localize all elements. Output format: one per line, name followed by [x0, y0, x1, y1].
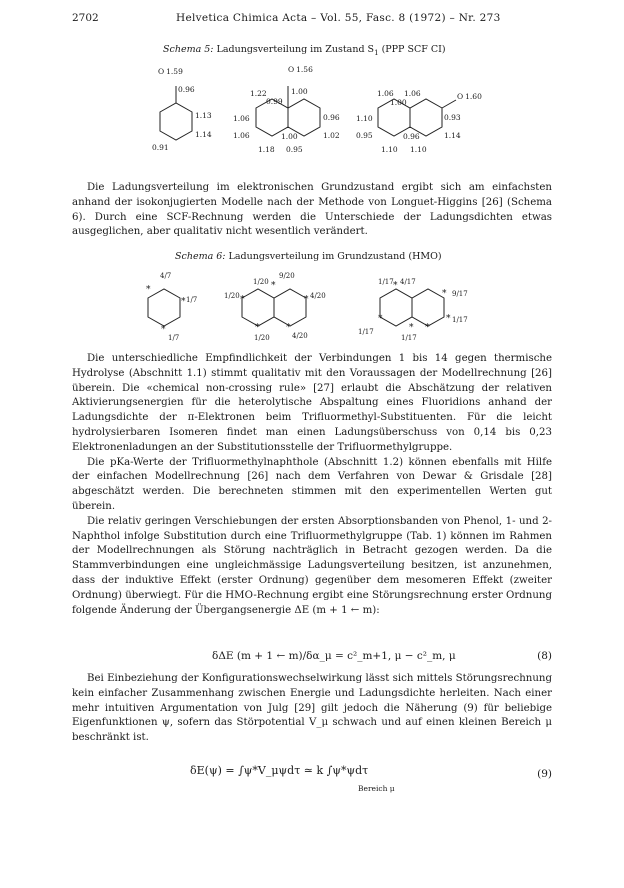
equation-8: δΔE (m + 1 ← m)/δα_μ = c²_m+1, μ − c²_m, μ	[212, 650, 456, 662]
paragraph-4: Die relativ geringen Verschiebungen der ersten Absorptionsbanden von Phenol, 1- und 2-Naphthol infolge Substitution durch eine Trifluormethylgruppe (Tab. 1) können im Rahmen der Modellrechnungen als Störung nachträglich in Betracht gezogen werden. Da die Stammverbindungen eine ungleichmässige Ladungsverteilung besitzen, ist anzunehmen, dass der induktive Effekt (erster Ordnung) gegenüber dem mesomeren Effekt (zweiter Ordnung) überwiegt. Für die HMO-Rechnung ergibt eine Störungsrechnung erster Ordnung folgende Änderung der Übergangsenergie ΔE (m + 1 ← m):	[72, 515, 552, 616]
schema5-method: (PPP SCF CI)	[381, 44, 446, 55]
s5-m3-e: 0.93	[444, 113, 461, 122]
s5-m3-o: O 1.60	[457, 92, 482, 101]
schema6-mol1-ring	[148, 289, 180, 326]
s5-m2-b: 0.99	[266, 97, 283, 106]
svg-text:*: *	[181, 297, 186, 307]
s6-m2-a: 1/20	[253, 278, 269, 286]
s6-m2-e: 1/20	[254, 334, 270, 342]
s5-m3-a: 1.06	[377, 89, 394, 98]
s5-m2-j: 0.95	[286, 145, 303, 154]
schema6-mol2-ring	[242, 289, 306, 326]
s5-m1-a: 0.96	[178, 85, 195, 94]
paragraph-2: Die unterschiedliche Empfindlichkeit der Verbindungen 1 bis 14 gegen thermische Hydrolyse (Abschnitt 1.1) stimmt qualitativ mit den Voraussagen der Modellrechnung [26] überein. Die «chemical non-crossing rule» [27] erlaubt die Abschätzung der relativen Aktivierungsenergien für die heterolytische Abspaltung eines Fluoridions anhand der Ladungsdichte der π-Elektronen beim Trifluormethyl-Substituenten. Für die leicht hydrolysierbaren Isomeren findet man einen Ladungsüberschuss von 0,14 bis 0,23 Elektronenladungen an der Substitutionsstelle der Trifluormethylgruppe.	[72, 353, 552, 453]
svg-text:*: *	[446, 314, 451, 324]
svg-text:*: *	[304, 295, 309, 305]
schema6-caption-text: Ladungsverteilung im Grundzustand (HMO)	[228, 251, 442, 262]
s5-m3-d: 1.10	[356, 114, 373, 123]
equation-9: δE(ψ) = ∫ψ*V_μψdτ ≃ k ∫ψ*ψdτ	[190, 764, 369, 777]
svg-text:*: *	[286, 323, 291, 333]
equation-9-subscript: Bereich μ	[358, 784, 395, 793]
s6-m2-c: 1/20	[224, 292, 240, 300]
schema6-label: Schema 6:	[175, 251, 226, 262]
s5-m3-i: 1.10	[381, 145, 398, 154]
s6-m1-b: 1/7	[186, 296, 198, 304]
s6-m2-b: 9/20	[279, 272, 295, 280]
schema5-mol1-ring	[160, 103, 192, 140]
paragraph-3: Die pKa-Werte der Trifluormethylnaphthole (Abschnitt 1.2) können ebenfalls mit Hilfe der einfachen Modellrechnung [26] nach dem Verfahren von Dewar & Grisdale [28] abgeschätzt werden. Die berechneten stimmen mit den experimentellen Werten gut überein.	[72, 456, 552, 512]
schema5-sub: 1	[374, 48, 379, 57]
s5-m1-o: O 1.59	[158, 67, 183, 76]
page-number: 2702	[72, 12, 99, 24]
svg-text:*: *	[425, 323, 430, 333]
s5-m2-a: 1.22	[250, 89, 267, 98]
svg-text:*: *	[255, 323, 260, 333]
svg-text:*: *	[393, 281, 398, 291]
s5-m1-d: 0.91	[152, 143, 169, 152]
schema5-structures	[0, 60, 624, 180]
running-title: Helvetica Chimica Acta – Vol. 55, Fasc. 8 (1972) – Nr. 273	[176, 12, 501, 24]
s6-m3-c: 9/17	[452, 290, 468, 298]
s5-m2-d: 1.06	[233, 114, 250, 123]
svg-text:*: *	[442, 289, 447, 299]
s6-m3-a: 1/17	[378, 278, 394, 286]
s5-m3-f: 0.95	[356, 131, 373, 140]
paragraph-ladungsverteilung	[72, 181, 552, 240]
s5-m2-f: 1.06	[233, 131, 250, 140]
equation-9-number: (9)	[537, 768, 552, 780]
s6-m3-e: 1/17	[401, 334, 417, 342]
s5-m2-i: 1.18	[258, 145, 275, 154]
s6-m3-b: 4/17	[400, 278, 416, 286]
s5-m2-h: 1.02	[323, 131, 340, 140]
s5-m3-b: 1.06	[404, 89, 421, 98]
paragraph-block-2	[72, 352, 552, 618]
schema5-mol3-ring	[378, 99, 442, 136]
svg-text:*: *	[271, 281, 276, 291]
svg-text:*: *	[409, 323, 414, 333]
s5-m2-g: 1.00	[281, 132, 298, 141]
s6-m2-f: 4/20	[292, 332, 308, 340]
paragraph-1: Die Ladungsverteilung im elektronischen Grundzustand ergibt sich am einfachsten anhand der isokonjugierten Modelle nach der Methode von Longuet-Higgins [26] (Schema 6). Durch eine SCF-Rechnung werden die Unterschiede der Ladungsdichten etwas ausgeglichen, aber qualitativ nicht wesentlich verändert.	[72, 182, 552, 238]
schema5-caption	[163, 44, 446, 57]
s5-m3-h: 1.14	[444, 131, 461, 140]
schema5-label: Schema 5:	[163, 44, 214, 55]
s6-m3-f: 1/17	[452, 316, 468, 324]
s5-m2-c: 1.00	[291, 87, 308, 96]
schema5-caption-text: Ladungsverteilung im Zustand S	[216, 44, 375, 55]
equation-8-number: (8)	[537, 650, 552, 662]
s5-m2-e: 0.96	[323, 113, 340, 122]
paragraph-block-3	[72, 672, 552, 746]
schema6-structures	[0, 268, 624, 358]
schema6-caption	[175, 251, 442, 262]
s5-m3-g: 0.96	[403, 132, 420, 141]
s5-m3-c: 1.00	[390, 98, 407, 107]
s5-m1-c: 1.14	[195, 130, 212, 139]
s6-m1-c: 1/7	[168, 334, 180, 342]
s5-m1-b: 1.13	[195, 111, 212, 120]
svg-text:*: *	[240, 295, 245, 305]
svg-text:*: *	[161, 325, 166, 335]
s5-m2-o: O 1.56	[288, 65, 313, 74]
s6-m1-a: 4/7	[160, 272, 172, 280]
svg-text:*: *	[378, 314, 383, 324]
s6-m3-d: 1/17	[358, 328, 374, 336]
s5-m3-j: 1.10	[410, 145, 427, 154]
schema6-mol3-ring	[380, 289, 444, 326]
svg-text:*: *	[146, 285, 151, 295]
s6-m2-d: 4/20	[310, 292, 326, 300]
paragraph-5: Bei Einbeziehung der Konfigurationswechselwirkung lässt sich mittels Störungsrechnung kein einfacher Zusammenhang zwischen Energie und Ladungsdichte herleiten. Nach einer mehr intuitiven Argumentation von Julg [29] gilt jedoch die Näherung (9) für beliebige Eigenfunktionen ψ, sofern das Störpotential V_μ schwach und auf einen kleinen Bereich μ beschränkt ist.	[72, 673, 552, 744]
